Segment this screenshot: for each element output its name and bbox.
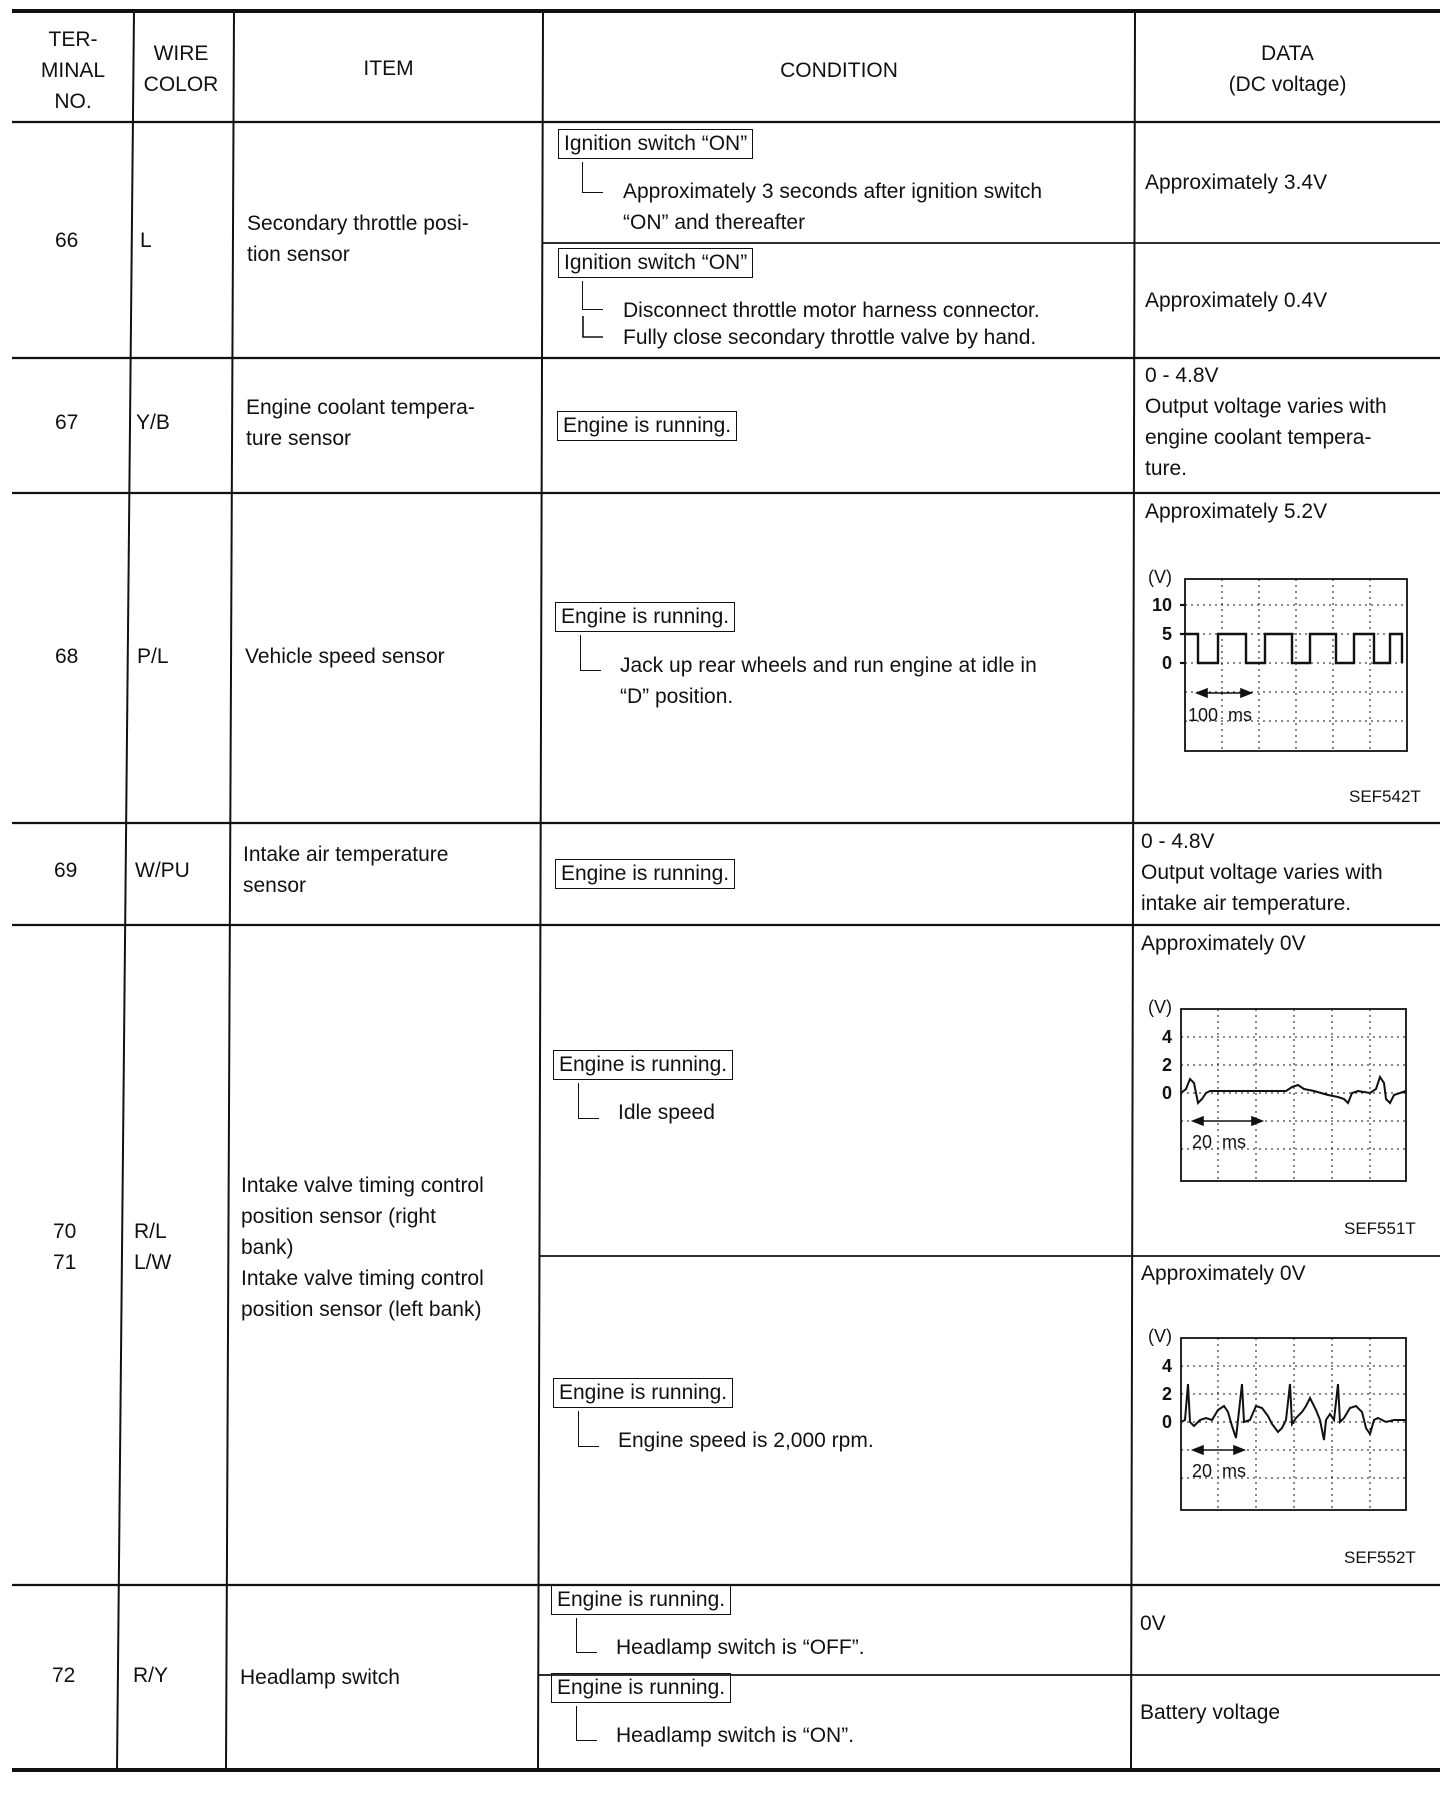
- data-70a: Approximately 0V: [1141, 932, 1306, 955]
- terminal-71: 71: [53, 1251, 77, 1274]
- terminal-70-71: [53, 1216, 76, 1278]
- data-67: [1145, 360, 1387, 484]
- item-67-line2: ture sensor: [246, 427, 352, 450]
- scope-70a-time: 20 ms: [1192, 1132, 1247, 1152]
- header-terminal-line2: MINAL: [40, 59, 106, 82]
- item-70-line3: bank): [241, 1236, 294, 1259]
- wire-color-66: L: [140, 229, 152, 252]
- item-69: [243, 839, 448, 901]
- data-72b: Battery voltage: [1140, 1701, 1281, 1724]
- header-wire-line1: WIRE: [153, 42, 209, 65]
- condition-sub-70b: Engine speed is 2,000 rpm.: [618, 1429, 874, 1452]
- item-66-line1: Secondary throttle posi-: [247, 212, 469, 235]
- wire-color-68: P/L: [137, 645, 169, 668]
- item-66: [247, 208, 469, 270]
- condition-box-70a: Engine is running.: [553, 1050, 733, 1080]
- figure-code-70a: SEF551T: [1344, 1219, 1416, 1238]
- tree-connector-72a: [576, 1618, 597, 1653]
- header-data-line1: DATA: [1261, 42, 1314, 65]
- condition-box-72a: Engine is running.: [551, 1585, 731, 1615]
- item-67-line1: Engine coolant tempera-: [246, 396, 475, 419]
- tree-connector-70a: [578, 1083, 599, 1119]
- data-69: [1141, 826, 1383, 919]
- condition-box-66a: Ignition switch “ON”: [558, 129, 753, 159]
- data-70b: Approximately 0V: [1141, 1262, 1306, 1285]
- condition-box-72b: Engine is running.: [551, 1673, 731, 1703]
- scope-68-tick-10: 10: [1152, 595, 1173, 615]
- condition-box-69: Engine is running.: [555, 859, 735, 889]
- item-68: Vehicle speed sensor: [245, 645, 445, 668]
- item-70-line1: Intake valve timing control: [241, 1174, 484, 1197]
- wire-color-69: W/PU: [135, 859, 190, 882]
- header-wire-color: [130, 38, 232, 100]
- wire-color-70-71: [134, 1216, 171, 1278]
- tree-connector-70b: [578, 1411, 599, 1447]
- scope-70b-time: 20 ms: [1192, 1461, 1247, 1481]
- terminal-70: 70: [53, 1220, 77, 1243]
- terminal-68: 68: [55, 645, 79, 668]
- header-item: ITEM: [363, 57, 414, 80]
- condition-box-66b: Ignition switch “ON”: [558, 248, 753, 278]
- item-71-line2: position sensor (left bank): [241, 1298, 482, 1321]
- data-69-line1: 0 - 4.8V: [1141, 830, 1215, 853]
- condition-box-68: Engine is running.: [555, 602, 735, 632]
- data-67-line4: ture.: [1145, 457, 1188, 480]
- condition-sub-66b-2: Fully close secondary throttle valve by hand.: [623, 326, 1037, 349]
- terminal-66: 66: [55, 229, 79, 252]
- data-66a: Approximately 3.4V: [1145, 171, 1328, 194]
- condition-sub-68-line2: “D” position.: [620, 685, 734, 708]
- scope-70b-tick-2: 2: [1162, 1384, 1173, 1404]
- data-69-line3: intake air temperature.: [1141, 892, 1352, 915]
- condition-sub-68: [620, 650, 1037, 712]
- oscilloscope-70b: [1138, 1322, 1418, 1517]
- data-68: Approximately 5.2V: [1145, 500, 1328, 523]
- scope-68-tick-5: 5: [1162, 624, 1173, 644]
- item-70-line2: position sensor (right: [241, 1205, 436, 1228]
- header-terminal-line3: NO.: [54, 90, 92, 113]
- condition-sub-68-line1: Jack up rear wheels and run engine at idle in: [620, 654, 1037, 677]
- data-66b: Approximately 0.4V: [1145, 289, 1328, 312]
- item-71-line1: Intake valve timing control: [241, 1267, 484, 1290]
- condition-sub-66a-line1: Approximately 3 seconds after ignition switch: [623, 180, 1043, 203]
- scope-70b-unit: (V): [1148, 1326, 1172, 1346]
- wire-color-67: Y/B: [136, 411, 170, 434]
- header-data: [1135, 38, 1440, 100]
- condition-sub-72a: Headlamp switch is “OFF”.: [616, 1636, 865, 1659]
- condition-sub-66b-1: Disconnect throttle motor harness connector.: [623, 299, 1040, 322]
- scope-68-time: 100 ms: [1188, 705, 1253, 725]
- condition-box-70b: Engine is running.: [553, 1378, 733, 1408]
- scope-70a-unit: (V): [1148, 997, 1172, 1017]
- tree-connector-72b: [576, 1706, 597, 1741]
- scope-70b-tick-4: 4: [1162, 1356, 1173, 1376]
- data-69-line2: Output voltage varies with: [1141, 861, 1383, 884]
- figure-code-70b: SEF552T: [1344, 1548, 1416, 1567]
- terminal-67: 67: [55, 411, 79, 434]
- header-data-line2: (DC voltage): [1228, 73, 1347, 96]
- condition-box-67: Engine is running.: [557, 411, 737, 441]
- header-terminal-no: [18, 24, 128, 117]
- wire-color-71: L/W: [134, 1251, 172, 1274]
- scope-70a-tick-0: 0: [1162, 1083, 1173, 1103]
- scope-70a-tick-2: 2: [1162, 1055, 1173, 1075]
- wire-color-72: R/Y: [133, 1664, 169, 1687]
- scope-70b-tick-0: 0: [1162, 1412, 1173, 1432]
- terminal-69: 69: [54, 859, 78, 882]
- condition-sub-70a: Idle speed: [618, 1101, 715, 1124]
- item-67: [246, 392, 475, 454]
- item-69-line2: sensor: [243, 874, 307, 897]
- header-condition: CONDITION: [780, 59, 898, 82]
- tree-connector-68: [580, 635, 601, 671]
- condition-sub-66a-line2: “ON” and thereafter: [623, 211, 806, 234]
- item-66-line2: tion sensor: [247, 243, 350, 266]
- header-wire-line2: COLOR: [143, 73, 219, 96]
- tree-connector-66c: [582, 316, 604, 338]
- condition-sub-72b: Headlamp switch is “ON”.: [616, 1724, 855, 1747]
- data-67-line3: engine coolant tempera-: [1145, 426, 1372, 449]
- wire-color-70: R/L: [134, 1220, 167, 1243]
- data-67-line1: 0 - 4.8V: [1145, 364, 1219, 387]
- scope-70a-tick-4: 4: [1162, 1027, 1173, 1047]
- scope-68-unit: (V): [1148, 567, 1172, 587]
- oscilloscope-68: [1140, 565, 1420, 760]
- item-70-71: [241, 1170, 484, 1325]
- item-72: Headlamp switch: [240, 1666, 400, 1689]
- scope-68-tick-0: 0: [1162, 653, 1173, 673]
- tree-connector-66a: [582, 162, 603, 193]
- terminal-72: 72: [52, 1664, 76, 1687]
- item-69-line1: Intake air temperature: [243, 843, 449, 866]
- condition-sub-66a: [623, 176, 1042, 238]
- oscilloscope-70a: [1138, 993, 1418, 1188]
- figure-code-68: SEF542T: [1349, 787, 1421, 806]
- header-terminal-line1: TER-: [48, 28, 98, 51]
- data-72a: 0V: [1140, 1612, 1166, 1635]
- data-67-line2: Output voltage varies with: [1145, 395, 1387, 418]
- tree-connector-66b: [582, 281, 603, 310]
